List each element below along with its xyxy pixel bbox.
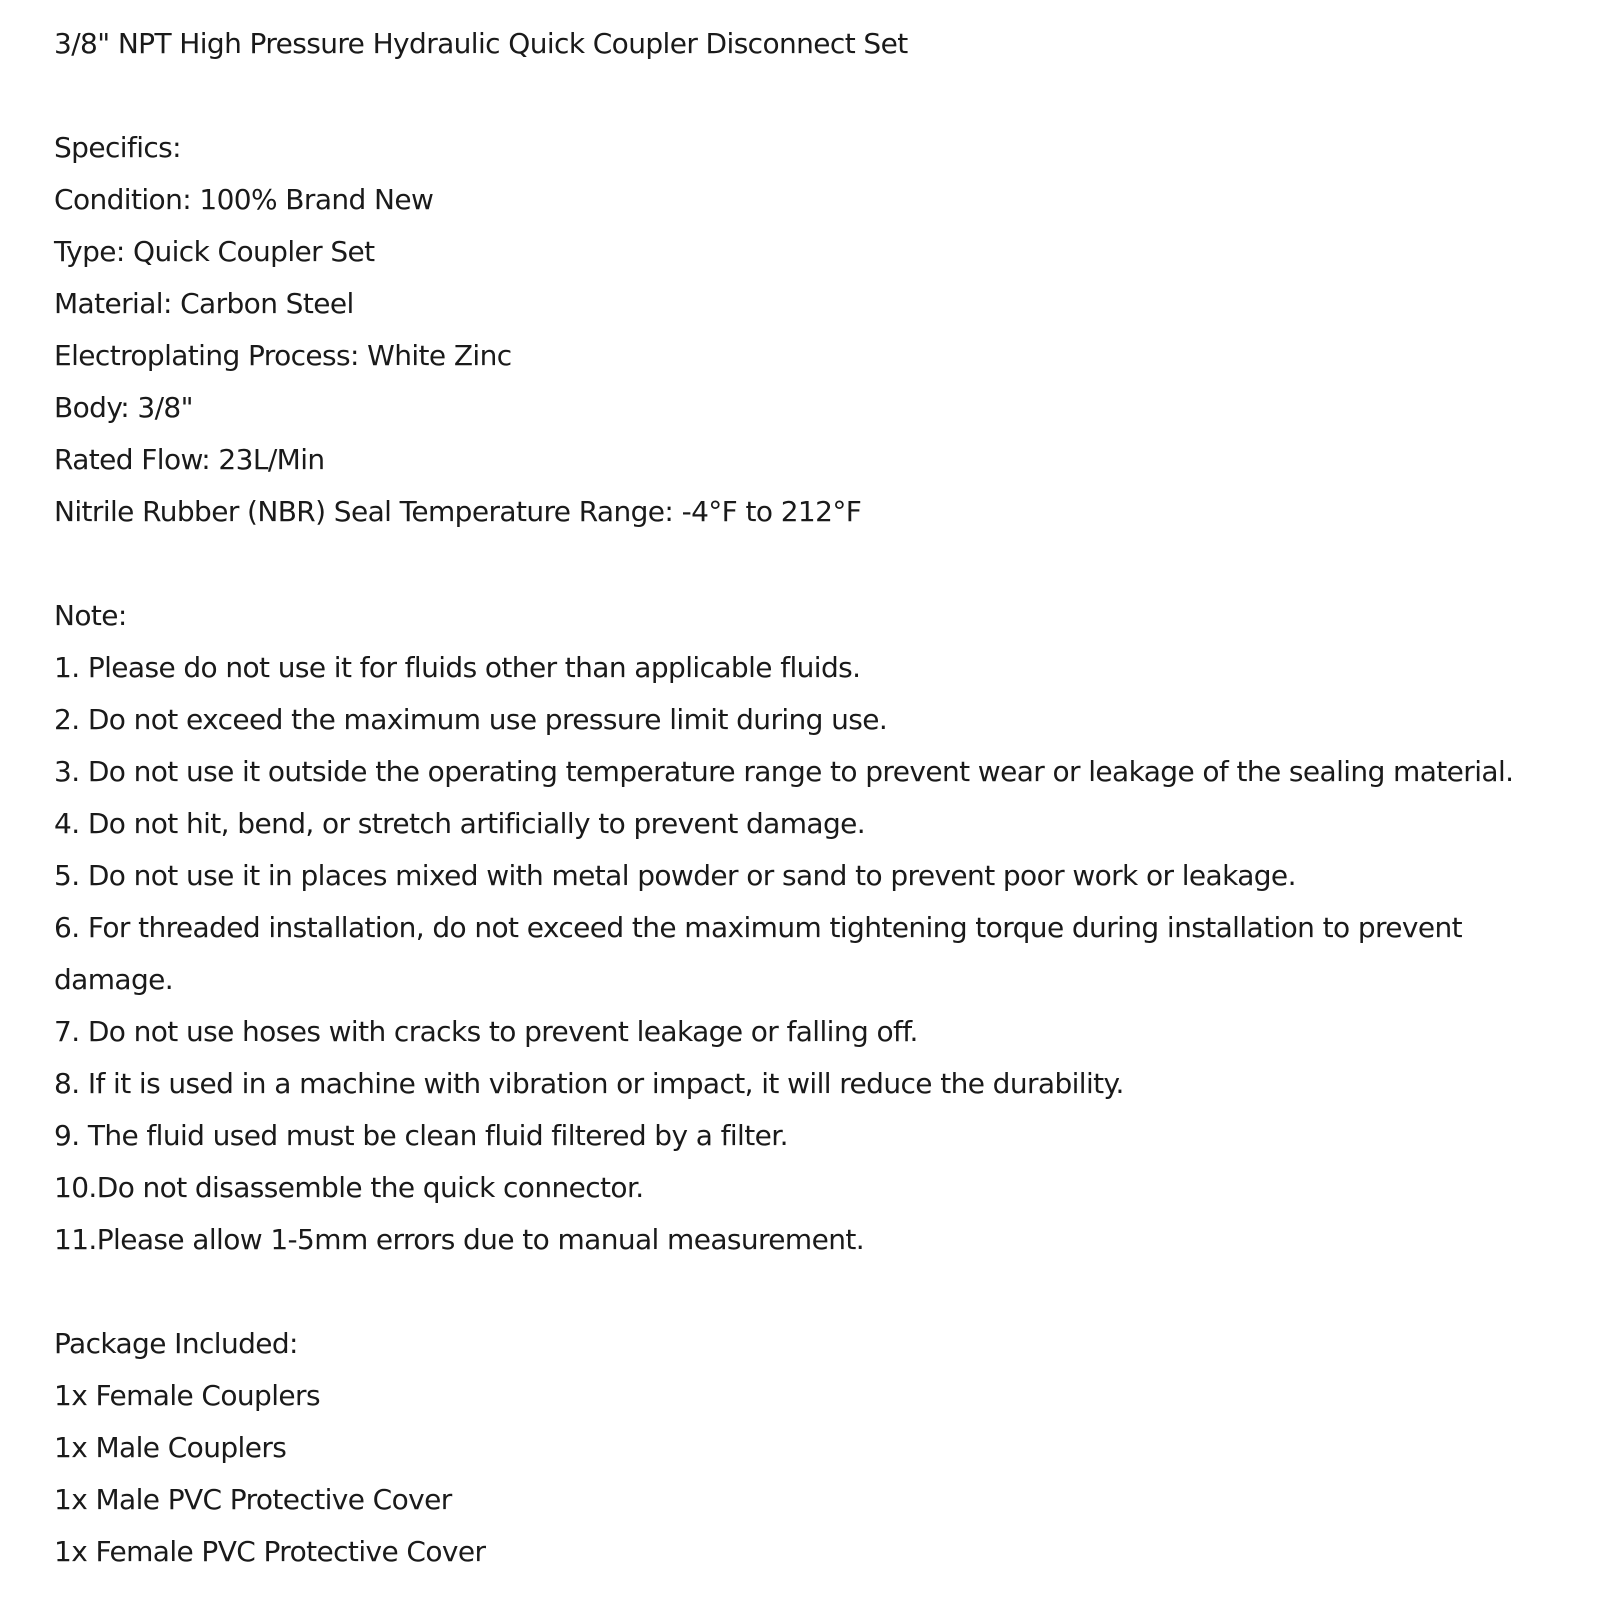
note-item: 8. If it is used in a machine with vibration or impact, it will reduce the durability. [54, 1067, 1124, 1100]
note-list [54, 642, 1584, 1266]
note-item: 11.Please allow 1-5mm errors due to manual measurement. [54, 1223, 865, 1256]
spacer [54, 70, 1584, 122]
spec-electroplating: Electroplating Process: White Zinc [54, 339, 512, 372]
spec-material: Material: Carbon Steel [54, 287, 354, 320]
spec-condition: Condition: 100% Brand New [54, 183, 434, 216]
specifics-heading: Specifics: [54, 131, 182, 164]
note-item: 1. Please do not use it for fluids other than applicable fluids. [54, 651, 861, 684]
note-item: 3. Do not use it outside the operating temperature range to prevent wear or leakage of the sealing material. [54, 755, 1514, 788]
package-item: 1x Male Couplers [54, 1431, 287, 1464]
note-section [54, 590, 1584, 1266]
package-section [54, 1318, 1584, 1578]
note-item: 6. For threaded installation, do not exceed the maximum tightening torque during installation to prevent damage. [54, 911, 1463, 996]
package-item: 1x Female Couplers [54, 1379, 320, 1412]
page-title: 3/8" NPT High Pressure Hydraulic Quick Coupler Disconnect Set [54, 27, 908, 60]
specifics-section [54, 122, 1584, 538]
package-list [54, 1370, 1584, 1578]
spacer [54, 538, 1584, 590]
product-description [54, 18, 1584, 1578]
note-item: 2. Do not exceed the maximum use pressure limit during use. [54, 703, 888, 736]
note-heading: Note: [54, 599, 127, 632]
spec-type: Type: Quick Coupler Set [54, 235, 375, 268]
package-heading: Package Included: [54, 1327, 298, 1360]
spacer [54, 1266, 1584, 1318]
note-item: 4. Do not hit, bend, or stretch artificially to prevent damage. [54, 807, 866, 840]
specifics-list [54, 174, 1584, 538]
note-item: 10.Do not disassemble the quick connector. [54, 1171, 644, 1204]
package-item: 1x Male PVC Protective Cover [54, 1483, 452, 1516]
package-item: 1x Female PVC Protective Cover [54, 1535, 486, 1568]
spec-rated-flow: Rated Flow: 23L/Min [54, 443, 325, 476]
spec-body: Body: 3/8" [54, 391, 193, 424]
spec-seal-temperature: Nitrile Rubber (NBR) Seal Temperature Range: -4°F to 212°F [54, 495, 862, 528]
note-item: 5. Do not use it in places mixed with metal powder or sand to prevent poor work or leakage. [54, 859, 1296, 892]
note-item: 9. The fluid used must be clean fluid filtered by a filter. [54, 1119, 788, 1152]
note-item: 7. Do not use hoses with cracks to prevent leakage or falling off. [54, 1015, 918, 1048]
